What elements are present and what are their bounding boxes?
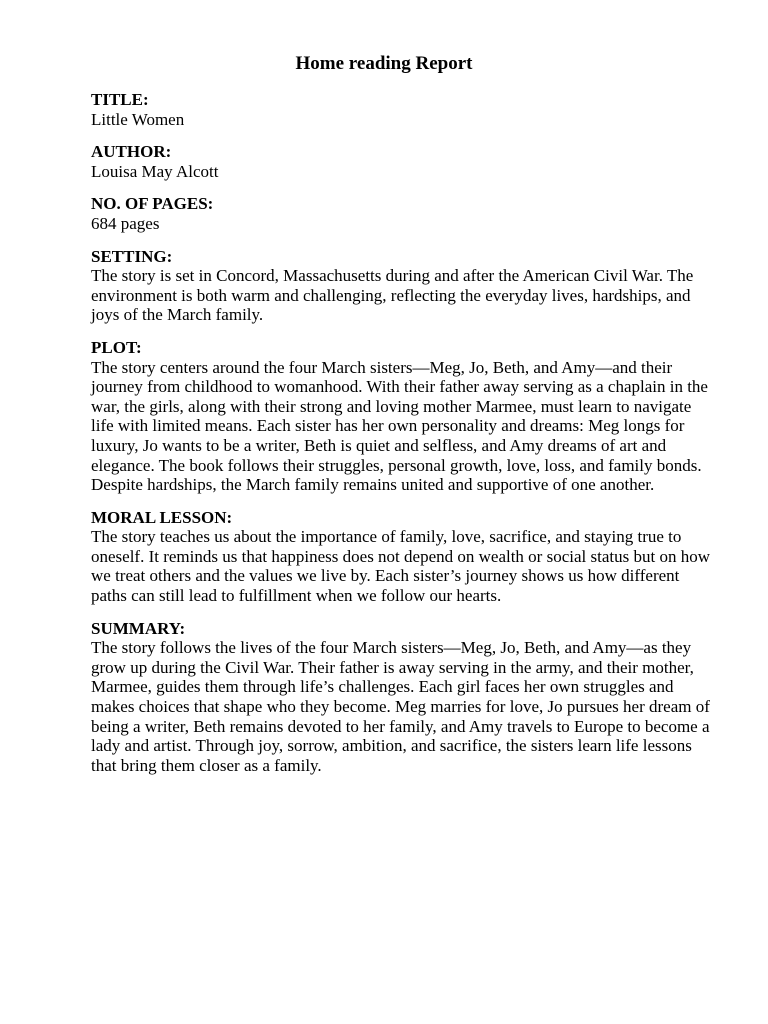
section-body-moral-lesson: The story teaches us about the importance of family, love, sacrifice, and staying true to oneself. It reminds us that happiness does not depend on wealth or social status but on how we treat others and the values we live by. Each sister’s journey shows us how different paths can still lead to fulfillment when we follow our hearts. xyxy=(91,527,710,606)
report-title: Home reading Report xyxy=(295,53,473,74)
section-heading-summary: SUMMARY: xyxy=(91,618,186,638)
section-heading-plot: PLOT: xyxy=(91,337,142,357)
section-heading-title: TITLE: xyxy=(91,90,149,109)
section-heading-author: AUTHOR: xyxy=(91,142,172,162)
section-summary xyxy=(91,619,718,776)
section-pages xyxy=(91,194,718,233)
section-body-plot: The story centers around the four March sisters—Meg, Jo, Beth, and Amy—and their journey from childhood to womanhood. With their father away serving as a chaplain in the war, the girls, along with their strong and loving mother Marmee, must learn to navigate life with limited means. Each sister has her own personality and dreams: Meg longs for luxury, Jo wants to be a writer, Beth is quiet and selfless, and Amy dreams of art and elegance. The book follows their struggles, personal growth, love, loss, and family bonds. Despite hardships, the March family remains united and supportive of one another. xyxy=(91,357,708,495)
section-plot xyxy=(91,338,718,495)
section-heading-moral-lesson: MORAL LESSON: xyxy=(91,507,233,527)
section-body-setting: The story is set in Concord, Massachusetts during and after the American Civil War. The environment is both warm and challenging, reflecting the everyday lives, hardships, and joys of the March family. xyxy=(91,266,694,325)
section-heading-pages: NO. OF PAGES: xyxy=(91,194,214,214)
section-author xyxy=(91,142,718,181)
section-body-summary: The story follows the lives of the four March sisters—Meg, Jo, Beth, and Amy—as they grow up during the Civil War. Their father is away serving in the army, and their mother, Marmee, guides them through life’s challenges. Each girl faces her own struggles and makes choices that shape who they become. Meg marries for love, Jo pursues her dream of being a writer, Beth remains devoted to her family, and Amy travels to Europe to become a lady and artist. Through joy, sorrow, ambition, and sacrifice, the sisters learn life lessons that bring them closer as a family. xyxy=(91,638,710,775)
section-title xyxy=(91,90,718,129)
section-heading-setting: SETTING: xyxy=(91,246,173,266)
section-body-pages: 684 pages xyxy=(91,213,160,233)
section-body-author: Louisa May Alcott xyxy=(91,161,219,181)
section-moral-lesson xyxy=(91,508,718,606)
section-setting xyxy=(91,247,718,325)
section-body-title: Little Women xyxy=(91,109,185,129)
